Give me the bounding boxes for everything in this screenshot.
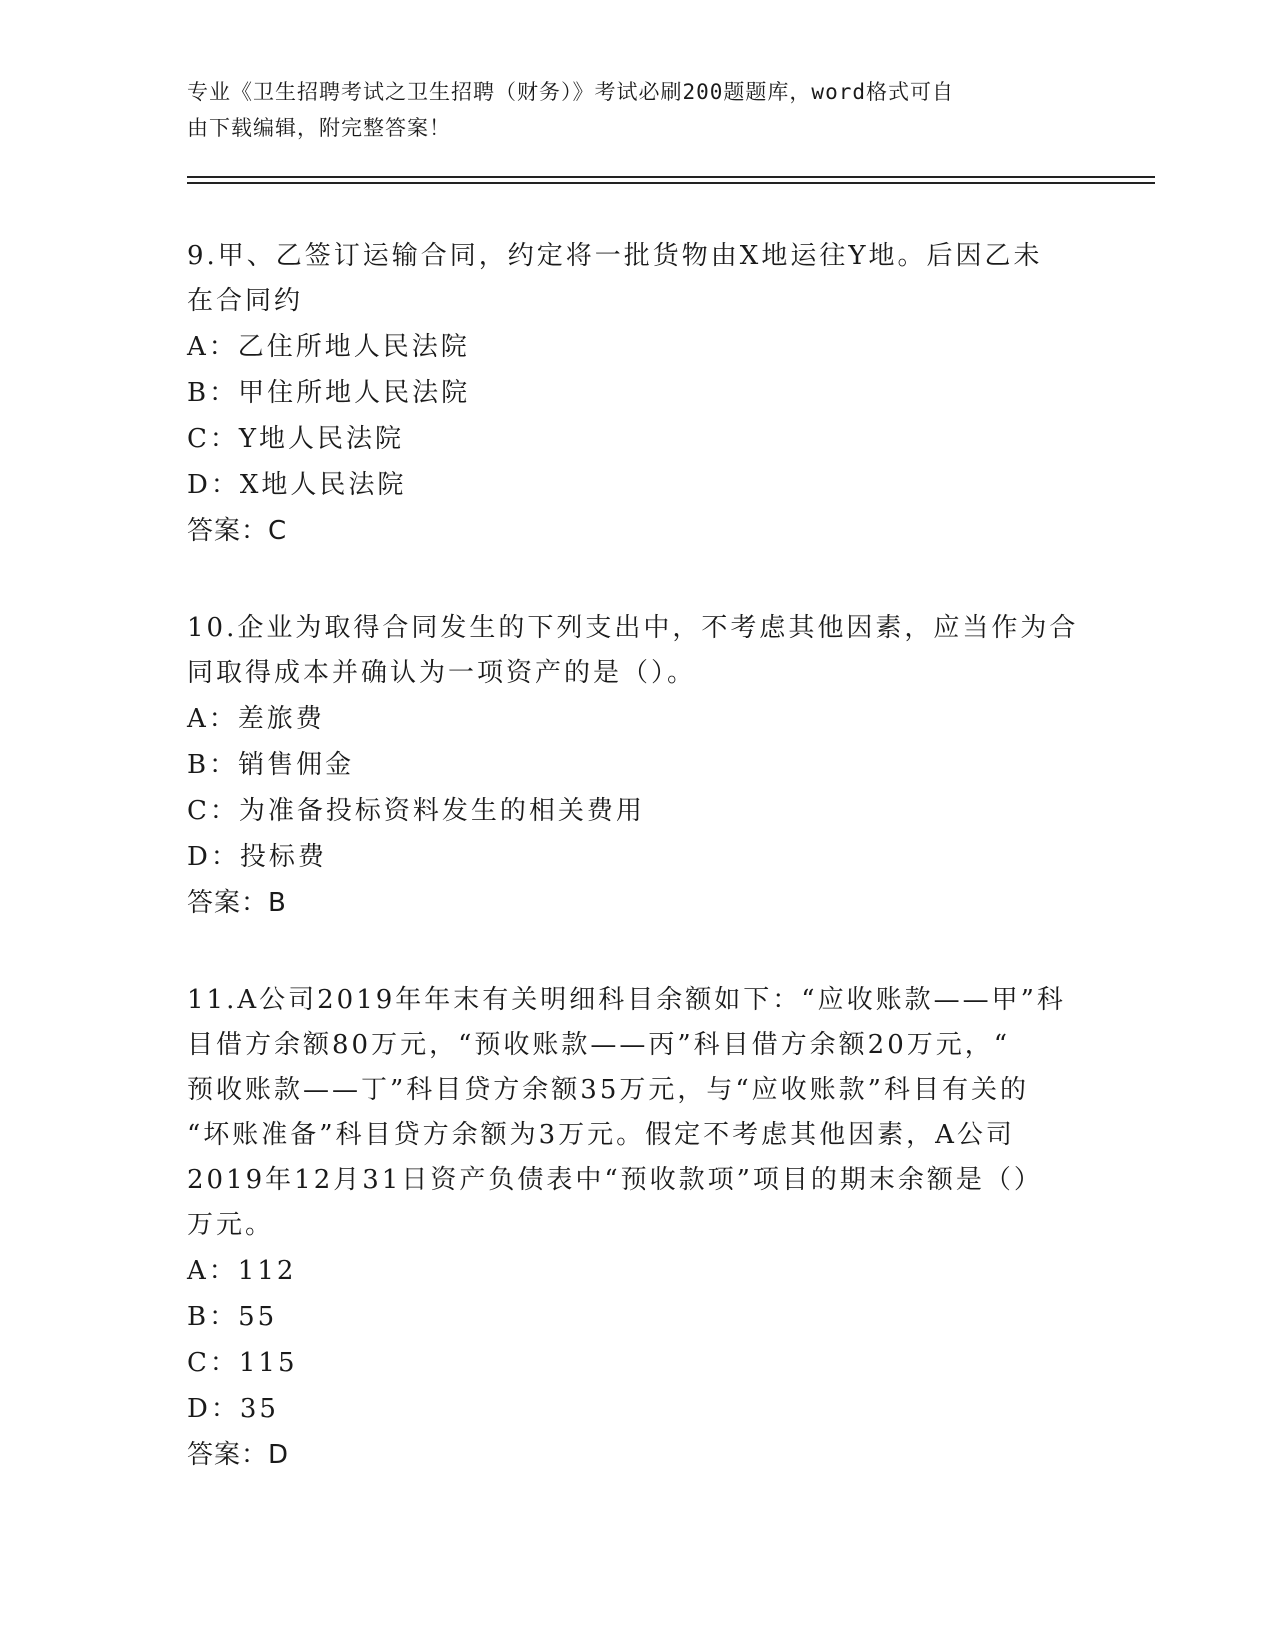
option-c: C：为准备投标资料发生的相关费用 <box>187 796 645 826</box>
header-line-1: 专业《卫生招聘考试之卫生招聘（财务）》考试必刷200题题库，word格式可自 <box>187 80 954 104</box>
question-text-line: 预收账款——丁”科目贷方余额35万元，与“应收账款”科目有关的 <box>187 1075 1029 1105</box>
option-a: A：112 <box>187 1256 297 1286</box>
header-divider-bottom <box>187 182 1155 184</box>
answer: 答案：D <box>187 1440 290 1470</box>
question-list <box>187 234 1087 1530</box>
answer: 答案：C <box>187 516 288 546</box>
question-9 <box>187 234 1087 554</box>
question-text <box>187 978 1087 1248</box>
header-line-2: 由下载编辑，附完整答案！ <box>187 116 451 140</box>
option-c: C：Y地人民法院 <box>187 424 405 454</box>
option-b: B：55 <box>187 1302 278 1332</box>
question-text-line: 目借方余额80万元，“预收账款——丙”科目借方余额20万元，“ <box>187 1030 1011 1060</box>
question-10 <box>187 606 1087 926</box>
question-text-line: 万元。 <box>187 1210 275 1240</box>
question-text-line: 10.企业为取得合同发生的下列支出中，不考虑其他因素，应当作为合 <box>187 613 1079 643</box>
question-text-line: 在合同约 <box>187 286 304 316</box>
option-b: B：销售佣金 <box>187 750 355 780</box>
question-text <box>187 606 1087 696</box>
question-text-line: 同取得成本并确认为一项资产的是（）。 <box>187 658 697 688</box>
option-b: B：甲住所地人民法院 <box>187 378 471 408</box>
option-a: A：乙住所地人民法院 <box>187 332 470 362</box>
question-text-line: “坏账准备”科目贷方余额为3万元。假定不考虑其他因素，A公司 <box>187 1120 1015 1150</box>
question-text <box>187 234 1087 324</box>
option-a: A：差旅费 <box>187 704 325 734</box>
question-text-line: 2019年12月31日资产负债表中“预收款项”项目的期末余额是（） <box>187 1165 1043 1195</box>
option-d: D：X地人民法院 <box>187 470 407 500</box>
option-d: D：35 <box>187 1394 279 1424</box>
option-c: C：115 <box>187 1348 298 1378</box>
document-header <box>187 74 1067 146</box>
question-text-line: 11.A公司2019年年末有关明细科目余额如下：“应收账款——甲”科 <box>187 985 1066 1015</box>
option-d: D：投标费 <box>187 842 327 872</box>
header-divider-top <box>187 176 1155 178</box>
answer: 答案：B <box>187 888 287 918</box>
question-11 <box>187 978 1087 1478</box>
question-text-line: 9.甲、乙签订运输合同，约定将一批货物由X地运往Y地。后因乙未 <box>187 241 1043 271</box>
